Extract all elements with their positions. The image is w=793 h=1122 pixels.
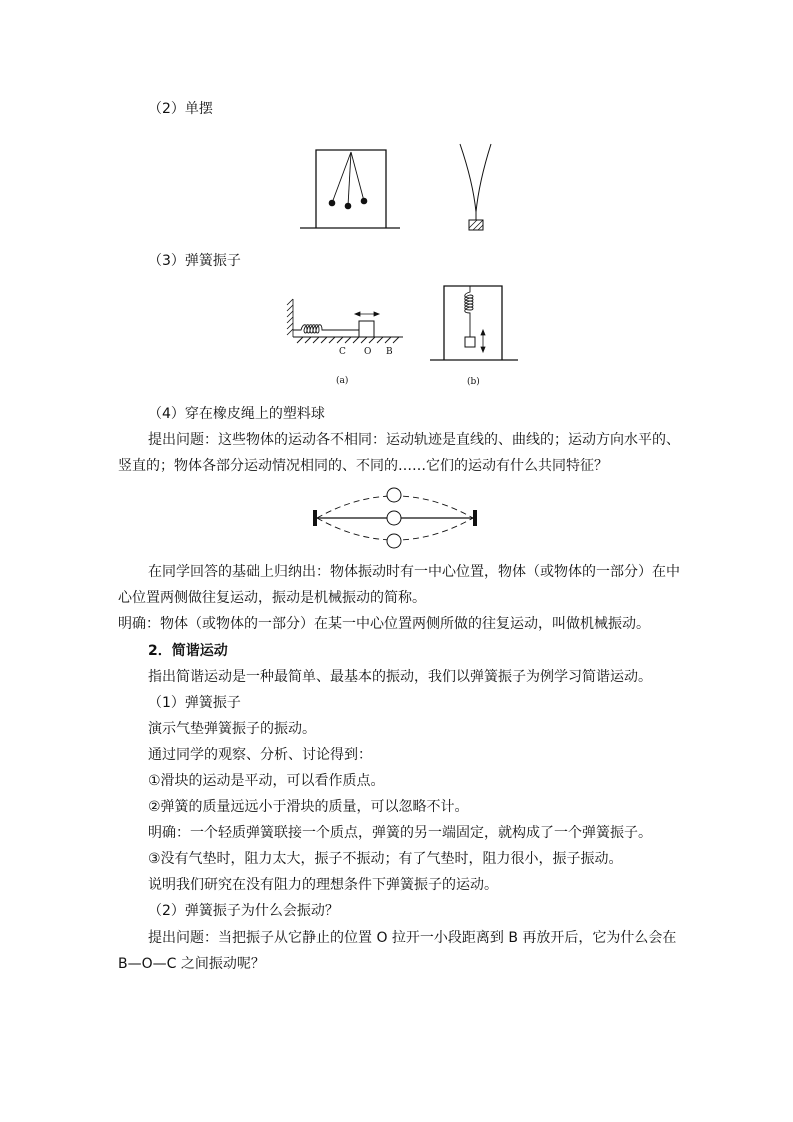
text-line-8: 明确：物体（或物体的一部分）在某一中心位置两侧所做的往复运动，叫做机械振动。 bbox=[118, 616, 650, 632]
pendulum-box bbox=[300, 150, 400, 228]
wall-hatch bbox=[287, 299, 293, 337]
text-line-11: （1）弹簧振子 bbox=[148, 695, 241, 711]
label-o: O bbox=[364, 347, 372, 357]
text-line-16: 明确：一个轻质弹簧联接一个质点，弹簧的另一端固定，就构成了一个弹簧振子。 bbox=[148, 825, 652, 841]
slider-block bbox=[359, 321, 374, 337]
caption-a: (a) bbox=[336, 376, 349, 386]
text-line-5: 竖直的；物体各部分运动情况相同的、不同的……它们的运动有什么共同特征？ bbox=[118, 458, 608, 474]
horizontal-spring-figure bbox=[285, 297, 405, 392]
floor bbox=[293, 337, 403, 343]
text-line-20: 提出问题：当把振子从它静止的位置 O 拉开一小段距离到 B 再放开后，它为什么会在 bbox=[148, 930, 677, 946]
double-arrow-vertical bbox=[481, 330, 485, 352]
label-c: C bbox=[339, 347, 346, 357]
text-line-4: 提出问题：这些物体的运动各不相同：运动轨迹是直线的、曲线的；运动方向水平的、 bbox=[148, 432, 680, 448]
text-line-21: B—O—C 之间振动呢？ bbox=[118, 956, 265, 972]
text-line-13: 通过同学的观察、分析、讨论得到： bbox=[148, 747, 372, 763]
section-heading: 2．简谐运动 bbox=[148, 643, 228, 659]
text-line-3: （4）穿在橡皮绳上的塑料球 bbox=[148, 406, 325, 422]
rubber-string-figure bbox=[310, 484, 482, 550]
text-line-19: （2）弹簧振子为什么会振动？ bbox=[148, 903, 339, 919]
hanging-weight bbox=[469, 220, 483, 230]
pendulum-figure bbox=[300, 148, 400, 230]
text-line-15: ②弹簧的质量远远小于滑块的质量，可以忽略不计。 bbox=[148, 799, 469, 815]
pendulum-strings bbox=[332, 152, 364, 206]
double-arrow-horizontal bbox=[355, 312, 379, 316]
vertical-mass bbox=[465, 337, 475, 347]
vertical-spring-coil bbox=[465, 286, 473, 337]
text-line-7: 心位置两侧做往复运动，振动是机械振动的简称。 bbox=[118, 590, 426, 606]
vertical-spring-box bbox=[430, 286, 518, 360]
text-line-17: ③没有气垫时，阻力太大，振子不振动；有了气垫时，阻力很小，振子振动。 bbox=[148, 851, 623, 867]
text-line-18: 说明我们研究在没有阻力的理想条件下弹簧振子的运动。 bbox=[148, 877, 498, 893]
text-line-2: （3）弹簧振子 bbox=[148, 253, 241, 269]
text-line-6: 在同学回答的基础上归纳出：物体振动时有一中心位置，物体（或物体的一部分）在中 bbox=[148, 564, 680, 580]
label-b: B bbox=[386, 347, 393, 357]
horizontal-spring-coil bbox=[293, 325, 359, 333]
text-line-10: 指出简谐运动是一种最简单、最基本的振动，我们以弹簧振子为例学习简谐运动。 bbox=[148, 669, 652, 685]
text-line-12: 演示气垫弹簧振子的振动。 bbox=[148, 721, 316, 737]
text-line-14: ①滑块的运动是平动，可以看作质点。 bbox=[148, 773, 385, 789]
vertical-spring-figure bbox=[430, 284, 520, 389]
plastic-balls bbox=[387, 488, 401, 548]
elastic-string-figure bbox=[455, 142, 500, 234]
text-line-1: （2）单摆 bbox=[148, 101, 213, 117]
caption-b: (b) bbox=[467, 377, 480, 387]
